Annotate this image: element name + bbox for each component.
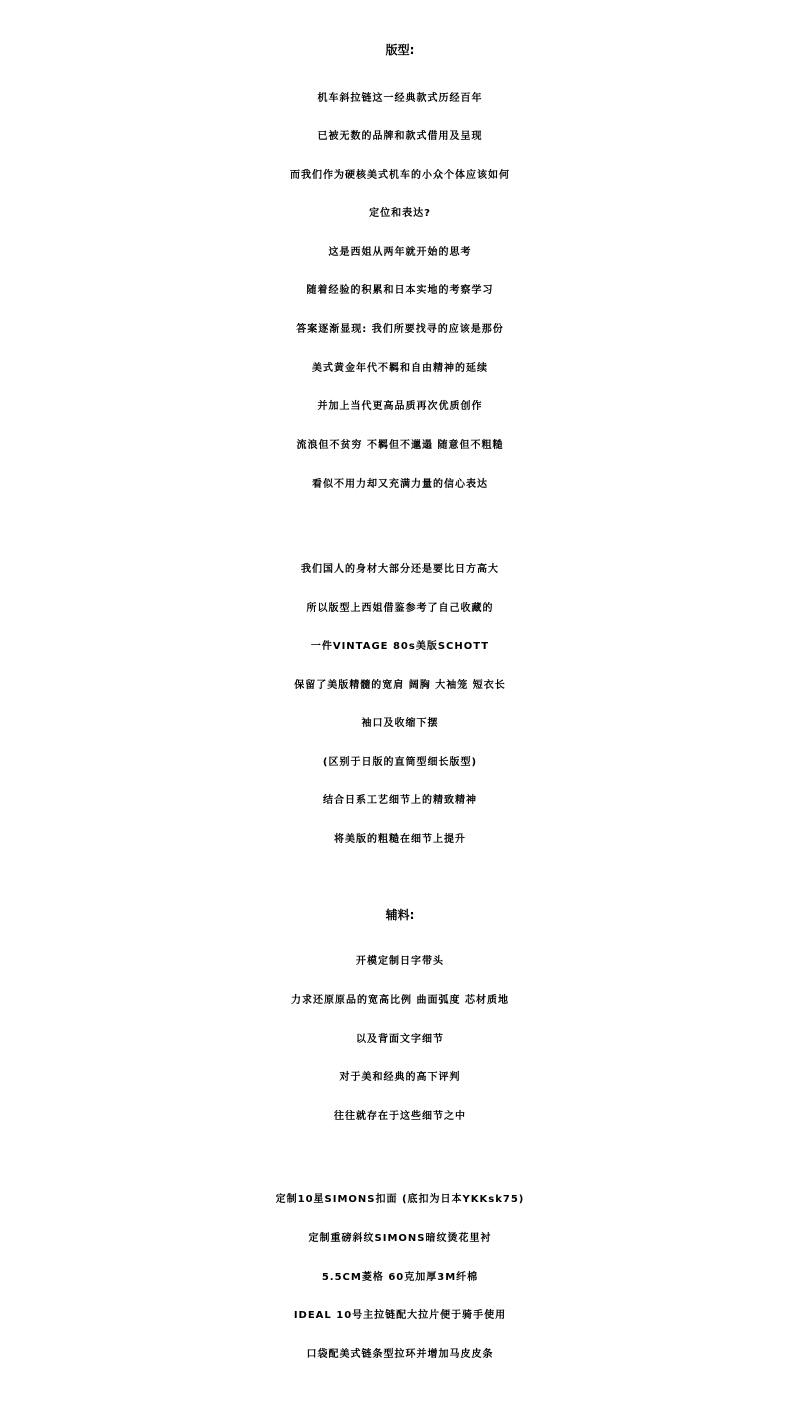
text-line: 定位和表达? — [369, 208, 431, 219]
text-line: 答案逐渐显现: 我们所要找寻的应该是那份 — [296, 324, 504, 335]
section-heading-materials: 辅料: — [385, 908, 415, 922]
text-line: 机车斜拉链这一经典款式历经百年 — [317, 93, 483, 104]
text-line: 美式黄金年代不羁和自由精神的延续 — [312, 363, 488, 374]
text-line: 所以版型上西姐借鉴参考了自己收藏的 — [306, 603, 494, 614]
text-line: 我们国人的身材大部分还是要比日方高大 — [301, 564, 499, 575]
text-line: 定制10星SIMONS扣面 (底扣为日本YKKsk75) — [275, 1194, 525, 1205]
text-line: 流浪但不贫穷 不羁但不邋遢 随意但不粗糙 — [296, 440, 504, 451]
text-line: 力求还原原品的宽高比例 曲面弧度 芯材质地 — [291, 995, 509, 1006]
text-line: IDEAL 10号主拉链配大拉片便于骑手使用 — [293, 1310, 507, 1321]
text-line: 往往就存在于这些细节之中 — [334, 1111, 466, 1122]
section-heading-pattern: 版型: — [385, 43, 415, 57]
text-line: 以及背面文字细节 — [356, 1034, 444, 1045]
text-line: 对于美和经典的高下评判 — [339, 1072, 461, 1083]
text-line: 看似不用力却又充满力量的信心表达 — [312, 479, 488, 490]
text-line: 随着经验的积累和日本实地的考察学习 — [306, 285, 494, 296]
text-line: 一件VINTAGE 80s美版SCHOTT — [310, 641, 490, 652]
text-line: 已被无数的品牌和款式借用及呈现 — [317, 131, 483, 142]
text-line: 口袋配美式链条型拉环并增加马皮皮条 — [306, 1349, 494, 1360]
text-line: 5.5CM菱格 60克加厚3M纤棉 — [321, 1272, 479, 1283]
text-line: (区别于日版的直筒型细长版型) — [322, 757, 478, 768]
text-line: 这是西姐从两年就开始的思考 — [328, 247, 472, 258]
text-line: 定制重磅斜纹SIMONS暗纹烫花里衬 — [308, 1233, 492, 1244]
text-line: 结合日系工艺细节上的精致精神 — [323, 795, 477, 806]
text-line: 将美版的粗糙在细节上提升 — [334, 834, 466, 845]
text-line: 袖口及收缩下摆 — [361, 718, 439, 729]
text-line: 开模定制日字带头 — [356, 956, 444, 967]
text-line: 保留了美版精髓的宽肩 阔胸 大袖笼 短衣长 — [294, 680, 506, 691]
text-line: 而我们作为硬核美式机车的小众个体应该如何 — [290, 170, 510, 181]
text-line: 并加上当代更高品质再次优质创作 — [317, 401, 483, 412]
